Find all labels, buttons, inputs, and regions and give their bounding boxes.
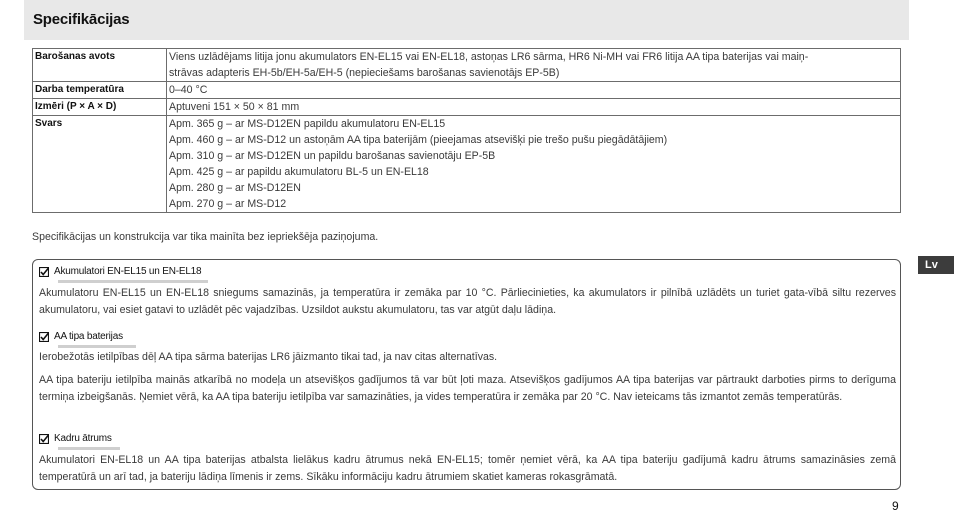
spec-value (167, 49, 901, 82)
specifications-table (32, 48, 901, 213)
table-row (33, 82, 901, 99)
checkbox-icon (39, 434, 49, 444)
checkbox-icon (39, 267, 49, 277)
section-title-text: Kadru ātrums (54, 433, 112, 444)
section-title-batteries (39, 266, 201, 277)
spec-key: Izmēri (P × A × D) (33, 99, 167, 116)
page-number: 9 (892, 499, 899, 513)
language-tab: Lv (918, 256, 954, 274)
spec-value-line: strāvas adapteris EH-5b/EH-5a/EH-5 (nepieciešams barošanas savienotājs EP-5B) (169, 67, 560, 79)
spec-value-line: Apm. 425 g – ar papildu akumulatoru BL-5 un EN-EL18 (169, 166, 429, 178)
section-title-text: AA tipa baterijas (54, 331, 123, 342)
spec-key: Barošanas avots (33, 49, 167, 82)
section-title-aa (39, 331, 123, 342)
checkbox-icon (39, 332, 49, 342)
spec-key: Svars (33, 116, 167, 213)
section-title-frame-rate (39, 433, 112, 444)
page-header (24, 0, 909, 40)
spec-value-line: Apm. 310 g – ar MS-D12EN un papildu barošanas savienotāju EP-5B (169, 150, 496, 162)
spec-value-line: Apm. 460 g – ar MS-D12 un astoņām AA tipa baterijām (pieejamas atsevišķi pie trešo pušu piegādātājiem) (169, 134, 668, 146)
paragraph: Ierobežotās ietilpības dēļ AA tipa sārma baterijas LR6 jāizmanto tikai tad, ja nav citas alternatīvas. (39, 351, 498, 363)
spec-key: Darba temperatūra (33, 82, 167, 99)
spec-value (167, 116, 901, 213)
spec-value-line: Viens uzlādējams litija jonu akumulators EN-EL15 vai EN-EL18, astoņas LR6 sārma, HR6 Ni-MH vai FR6 litija AA tipa baterijas vai maiņ- (169, 51, 809, 63)
spec-value-line: Apm. 365 g – ar MS-D12EN papildu akumulatoru EN-EL15 (169, 118, 446, 130)
paragraph: Akumulatori EN-EL18 un AA tipa baterijas atbalsta lielākus kadru ātrumus nekā EN-EL15; tomēr ņemiet vērā, ka AA tipa bateriju gadījumā kadru ātrums samazināsies zemā temperatūrā un arī tad, ja bateriju lādiņa līmenis ir zems. Sīkāku informāciju kadru ātrumiem skatiet kameras rokasgrāmatā. (39, 454, 896, 483)
paragraph: AA tipa bateriju ietilpība mainās atkarībā no modeļa un atsevišķos gadījumos tā var būt ļoti maza. Atsevišķos gadījumos AA tipa baterijas var pārtraukt darboties pirms to derīguma termiņa izbeigšanās. Ņemiet vērā, ka AA tipa bateriju ietilpība var samazināties, ja vides temperatūra ir zemāka par 20 °C. Nav ieteicams tās izmantot zemās temperatūrās. (39, 374, 896, 403)
change-notice: Specifikācijas un konstrukcija var tika mainīta bez iepriekšēja paziņojuma. (32, 231, 379, 243)
table-row (33, 99, 901, 116)
table-row (33, 49, 901, 82)
spec-value-line: 0–40 °C (169, 84, 208, 96)
title-underline (58, 447, 120, 450)
spec-value (167, 82, 901, 99)
title-underline (58, 345, 136, 348)
notes-box (32, 259, 901, 490)
page-title: Specifikācijas (33, 11, 130, 28)
paragraph: Akumulatoru EN-EL15 un EN-EL18 sniegums samazinās, ja temperatūra ir zemāka par 10 °C. Pārliecinieties, ka akumulators ir pilnībā uzlādēts un turiet gata-vībā siltu rezerves akumulatoru, vai esiet gatavi to uzlādēt pēc vajadzības. Uzsildot aukstu akumulatoru, tas var atgūt daļu lādiņa. (39, 287, 896, 316)
spec-value-line: Apm. 270 g – ar MS-D12 (169, 198, 287, 210)
spec-value (167, 99, 901, 116)
spec-value-line: Apm. 280 g – ar MS-D12EN (169, 182, 301, 194)
table-row (33, 116, 901, 213)
title-underline (58, 280, 208, 283)
spec-value-line: Aptuveni 151 × 50 × 81 mm (169, 101, 300, 113)
section-title-text: Akumulatori EN-EL15 un EN-EL18 (54, 266, 202, 277)
